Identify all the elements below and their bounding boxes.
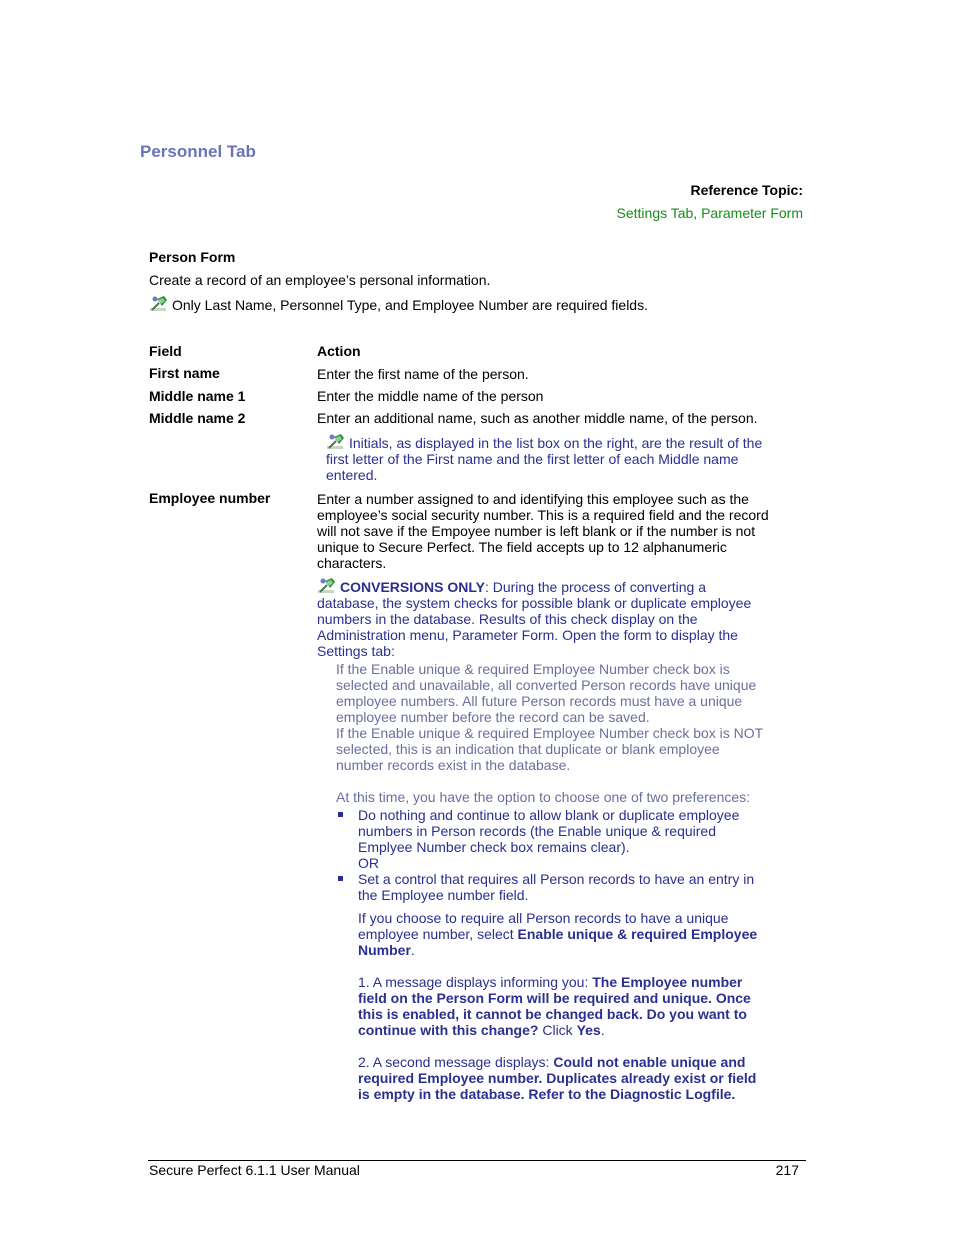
message-one-intro: 1. A message displays informing you: — [358, 974, 593, 990]
table-row-field: Middle name 1 — [149, 388, 246, 404]
table-row-action: Enter a number assigned to and identifying this employee such as the employee’s social security number. This is a required field and the record will not save if the Empoyee number is left blank or if the number is not unique to Secure Perfect. The field accepts up to 12 alphanumeric characters. — [317, 491, 769, 571]
table-header-field: Field — [149, 343, 182, 359]
list-item — [336, 807, 766, 871]
table-header-action: Action — [317, 343, 361, 359]
option-or: OR — [358, 855, 379, 871]
pushpin-note-icon — [317, 577, 337, 595]
bullet-square-icon — [338, 876, 343, 881]
footer-page-number: 217 — [775, 1162, 799, 1178]
message-two — [358, 1054, 766, 1102]
choose-option-name: Enable unique & required Employee Number — [358, 926, 758, 958]
required-fields-note-text: Only Last Name, Personnel Type, and Employee Number are required fields. — [172, 297, 648, 313]
message-one — [358, 974, 766, 1038]
message-two-intro: 2. A second message displays: — [358, 1054, 554, 1070]
reference-topic-label: Reference Topic: — [690, 182, 803, 198]
table-row-field: First name — [149, 365, 220, 381]
conversions-note — [317, 577, 767, 659]
required-fields-note — [149, 295, 648, 313]
table-row-action: Enter the first name of the person. — [317, 366, 529, 382]
pushpin-note-icon — [326, 433, 346, 451]
message-one-click: Click — [538, 1022, 577, 1038]
table-row-field: Middle name 2 — [149, 410, 246, 426]
conversions-label: CONVERSIONS ONLY — [340, 579, 485, 595]
choose-period: . — [410, 942, 415, 958]
options-list — [336, 807, 766, 903]
list-item — [336, 871, 766, 903]
conversions-intro: : During the process of converting a database, the system checks for possible blank or duplicate employee numbers in the database. Results of this check display on the Administration menu, Parameter Form. Open the form to display the Settings tab: — [317, 579, 752, 659]
conversions-details — [336, 661, 768, 805]
reference-topic-link[interactable]: Settings Tab, Parameter Form — [616, 205, 803, 221]
initials-note — [326, 433, 772, 483]
initials-note-text: Initials, as displayed in the list box on the right, are the result of the first letter of the First name and the first letter of each Middle name entered. — [326, 435, 763, 483]
message-one-period: . — [600, 1022, 605, 1038]
message-two-text: Could not enable unique and required Employee number. Duplicates already exist or field is empty in the database. Refer to the Diagnostic Logfile. — [358, 1054, 757, 1102]
pushpin-note-icon — [149, 295, 169, 313]
form-title: Person Form — [149, 249, 236, 265]
footer-divider — [148, 1160, 806, 1161]
table-row-action: Enter the middle name of the person — [317, 388, 544, 404]
message-one-yes: Yes — [576, 1022, 601, 1038]
form-description: Create a record of an employee’s personal information. — [149, 272, 491, 288]
choose-instruction — [358, 910, 766, 958]
table-row-field: Employee number — [149, 490, 271, 506]
option-do-nothing: Do nothing and continue to allow blank or duplicate employee numbers in Person records (the Enable unique & required Emplyee Number check box remains clear). — [358, 807, 740, 855]
bullet-square-icon — [338, 812, 343, 817]
option-set-control: Set a control that requires all Person records to have an entry in the Employee number field. — [358, 871, 755, 903]
choose-text: If you choose to require all Person records to have a unique employee number, select — [358, 910, 729, 942]
table-row-action: Enter an additional name, such as another middle name, of the person. — [317, 410, 758, 426]
conversions-para-not-selected: If the Enable unique & required Employee Number check box is NOT selected, this is an indication that duplicate or blank employee number records exist in the database. — [336, 725, 763, 773]
conversions-para-options: At this time, you have the option to choose one of two preferences: — [336, 789, 751, 805]
section-title: Personnel Tab — [140, 142, 256, 161]
footer-manual-title: Secure Perfect 6.1.1 User Manual — [149, 1162, 360, 1178]
message-one-text: The Employee number field on the Person Form will be required and unique. Once this is enabled, it cannot be changed back. Do you want to continue with this change? — [358, 974, 751, 1038]
conversions-para-selected: If the Enable unique & required Employee Number check box is selected and unavailable, all converted Person records have unique employee numbers. All future Person records must have a unique employee number before the record can be saved. — [336, 661, 757, 725]
